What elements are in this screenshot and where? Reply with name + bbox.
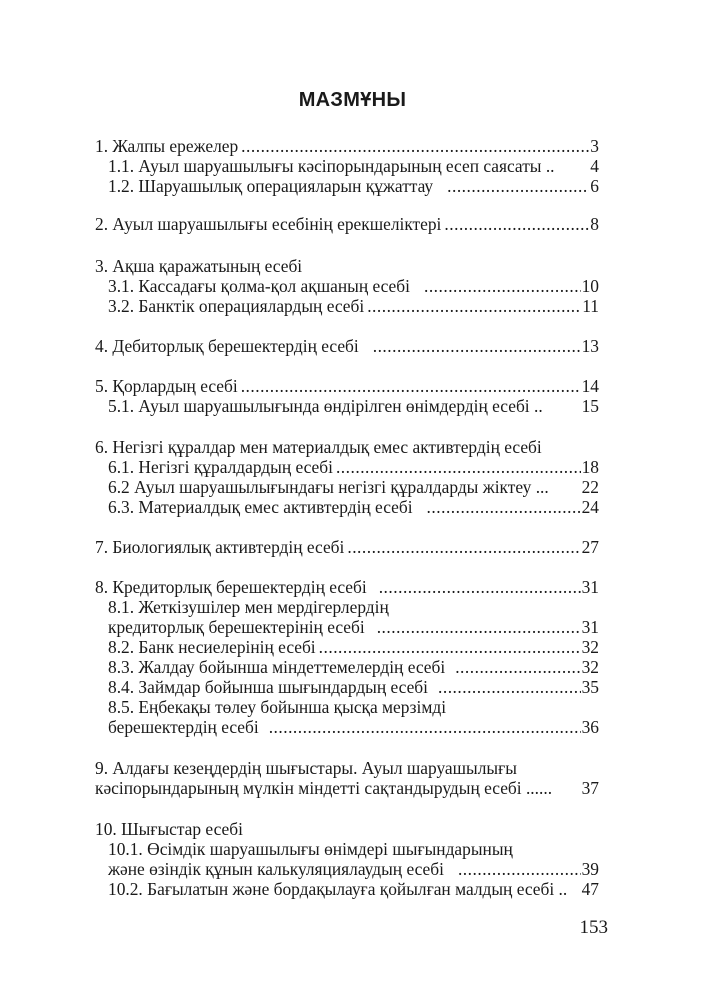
toc-entry-page: 24 bbox=[581, 497, 599, 517]
toc-entry-page: 11 bbox=[582, 296, 599, 316]
toc-entry-page: 37 bbox=[581, 778, 599, 798]
toc-entry-text: 6. Негізгі құралдар мен материалдық емес активтердің есебі bbox=[95, 437, 542, 457]
toc-entry bbox=[95, 758, 599, 778]
toc-entry bbox=[108, 717, 599, 737]
toc-entry-page: 32 bbox=[581, 657, 599, 677]
toc-entry-page: 32 bbox=[581, 637, 599, 657]
toc-entry-page: 10 bbox=[581, 276, 599, 296]
toc-entry bbox=[95, 778, 599, 798]
toc-entry-text: кәсіпорындарының мүлкін міндетті сақтандырудың есебі ...... bbox=[95, 778, 553, 798]
toc-entry-text: кредиторлық берешектерінің есебі bbox=[108, 617, 365, 637]
toc-entry-page: 13 bbox=[581, 336, 599, 356]
toc-entry bbox=[108, 477, 599, 497]
toc-entry-text: 10.2. Бағылатын және бордақылауға қойылған малдың есебі .. bbox=[108, 879, 568, 899]
toc-entry bbox=[108, 879, 599, 899]
toc-entry bbox=[108, 296, 599, 316]
toc-entry-text: 1.2. Шаруашылық операцияларын құжаттау bbox=[108, 176, 434, 196]
toc-entry-page: 14 bbox=[581, 376, 599, 396]
toc-entry bbox=[95, 437, 599, 457]
toc-entry-text: 8.2. Банк несиелерінің есебі bbox=[108, 637, 316, 657]
toc-entry bbox=[108, 497, 599, 517]
toc-entry bbox=[108, 597, 599, 617]
toc-entry-text: 8.1. Жеткізушілер мен мердігерлердің bbox=[108, 597, 389, 617]
toc-entry bbox=[108, 657, 599, 677]
toc-entry-text: 2. Ауыл шаруашылығы есебінің ерекшеліктері bbox=[95, 214, 442, 234]
toc-entry-text: 6.3. Материалдық емес активтердің есебі bbox=[108, 497, 413, 517]
page-title: МАЗМҰНЫ bbox=[298, 89, 407, 111]
toc-entry-page: 47 bbox=[581, 879, 599, 899]
toc-entry-text: берешектердің есебі bbox=[108, 717, 259, 737]
toc-entry-text: 9. Алдағы кезеңдердің шығыстары. Ауыл шаруашылығы bbox=[95, 758, 517, 778]
toc-entry-text: 5.1. Ауыл шаруашылығында өндірілген өнімдердің есебі .. bbox=[108, 396, 543, 416]
toc-entry bbox=[108, 276, 599, 296]
toc-entry-text: 1. Жалпы ережелер bbox=[95, 136, 239, 156]
toc-entry-page: 27 bbox=[581, 537, 599, 557]
toc-entry-page: 8 bbox=[590, 214, 599, 234]
toc-entry-page: 31 bbox=[581, 577, 599, 597]
toc-entry-page: 15 bbox=[581, 396, 599, 416]
toc-entry-page: 35 bbox=[581, 677, 599, 697]
toc-entry-text: 8.3. Жалдау бойынша міндеттемелердің есебі bbox=[108, 657, 446, 677]
toc-entry-text: 3.2. Банктік операциялардың есебі bbox=[108, 296, 365, 316]
toc-entry-text: 10.1. Өсімдік шаруашылығы өнімдері шығындарының bbox=[108, 839, 513, 859]
toc-entry-text: 6.1. Негізгі құралдардың есебі bbox=[108, 457, 333, 477]
page-number: 153 bbox=[579, 917, 608, 938]
toc-entry bbox=[108, 457, 599, 477]
toc-entry-text: 4. Дебиторлық берешектердің есебі bbox=[95, 336, 359, 356]
toc-entry-text: және өзіндік құнын калькуляциялаудың есебі bbox=[108, 859, 444, 879]
toc-entry bbox=[95, 577, 599, 597]
toc-entry-text: 5. Қорлардың есебі bbox=[95, 376, 238, 396]
toc-entry bbox=[108, 156, 599, 176]
toc-entry-page: 3 bbox=[590, 136, 599, 156]
toc-entry-page: 31 bbox=[581, 617, 599, 637]
toc-entry bbox=[95, 537, 599, 557]
toc-entry-text: 1.1. Ауыл шаруашылығы кәсіпорындарының есеп саясаты .. bbox=[108, 156, 555, 176]
toc-entry bbox=[108, 697, 599, 717]
toc-entry bbox=[95, 136, 599, 156]
toc-entry-page: 22 bbox=[581, 477, 599, 497]
toc-entry-text: 8.5. Еңбекақы төлеу бойынша қысқа мерзімді bbox=[108, 697, 447, 717]
toc-entry-page: 39 bbox=[581, 859, 599, 879]
toc-entry-text: 8. Кредиторлық берешектердің есебі bbox=[95, 577, 367, 597]
toc-entry-page: 36 bbox=[581, 717, 599, 737]
toc-entry bbox=[95, 819, 599, 839]
toc-entry bbox=[108, 396, 599, 416]
toc-entry bbox=[108, 617, 599, 637]
toc-entry bbox=[108, 677, 599, 697]
toc-entry-text: 10. Шығыстар есебі bbox=[95, 819, 243, 839]
toc-entry bbox=[108, 637, 599, 657]
toc-entry bbox=[95, 214, 599, 234]
toc-entry bbox=[108, 859, 599, 879]
toc-entry-page: 4 bbox=[590, 156, 599, 176]
toc-entry-text: 3.1. Кассадағы қолма-қол ақшаның есебі bbox=[108, 276, 410, 296]
toc-entry-page: 6 bbox=[590, 176, 599, 196]
toc-entry-text: 7. Биологиялық активтердің есебі bbox=[95, 537, 345, 557]
toc-entry bbox=[95, 376, 599, 396]
toc-entry-text: 6.2 Ауыл шаруашылығындағы негізгі құралдарды жіктеу ... bbox=[108, 477, 549, 497]
toc-entry bbox=[95, 336, 599, 356]
toc-entry-text: 3. Ақша қаражатының есебі bbox=[95, 256, 303, 276]
toc-entry-page: 18 bbox=[581, 457, 599, 477]
toc-entry bbox=[95, 256, 599, 276]
toc-entry bbox=[108, 176, 599, 196]
toc-entry bbox=[108, 839, 599, 859]
toc-entry-text: 8.4. Займдар бойынша шығындардың есебі bbox=[108, 677, 428, 697]
